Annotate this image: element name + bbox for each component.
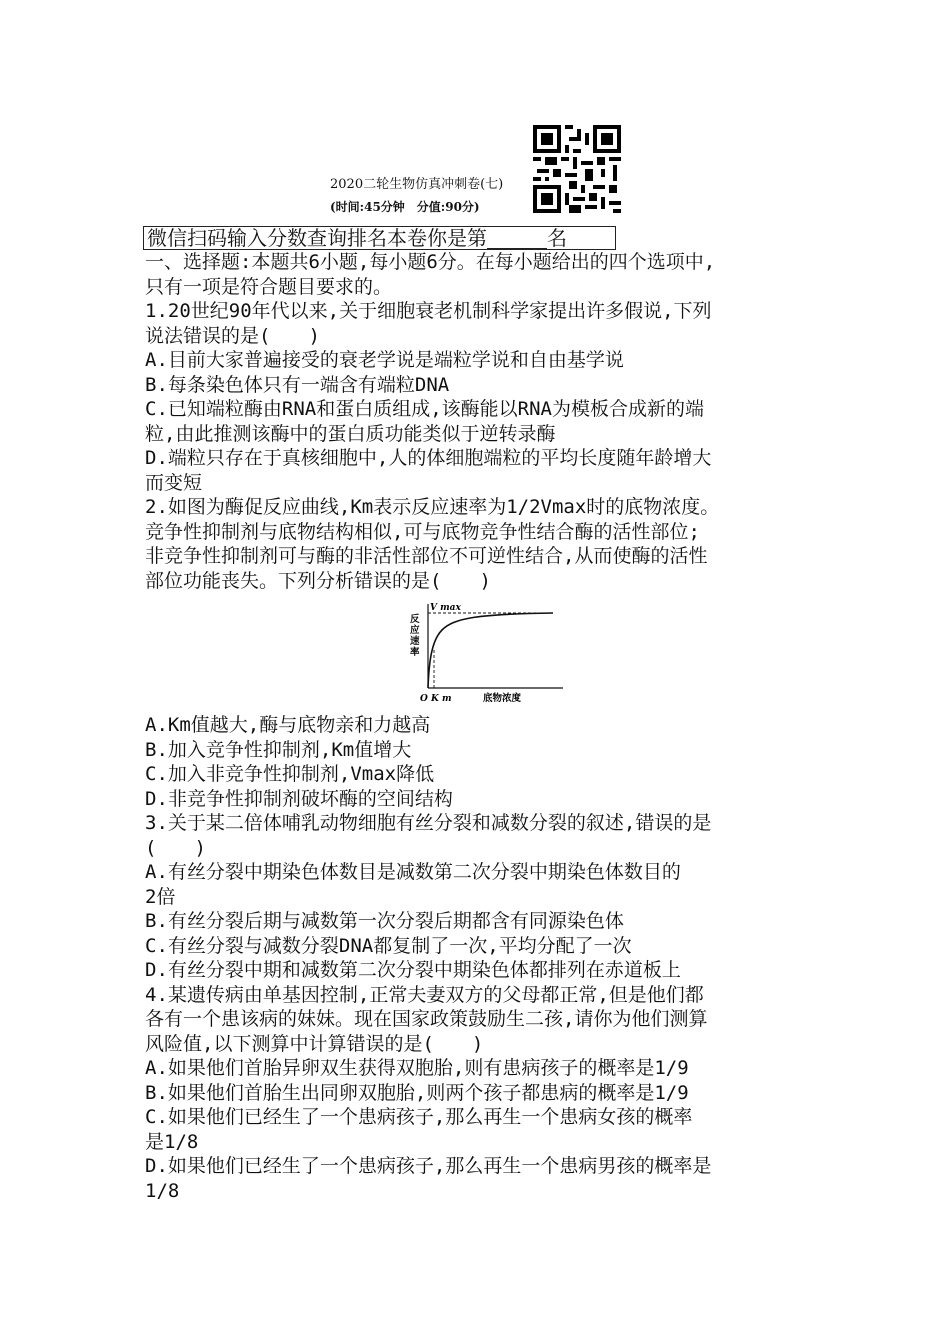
enzyme-kinetics-figure: [398, 600, 568, 708]
q4-option-a: A.如果他们首胎异卵双生获得双胞胎,则有患病孩子的概率是1/9: [145, 1057, 689, 1079]
q1-option-c: C.已知端粒酶由RNA和蛋白质组成,该酶能以RNA为模板合成新的端: [145, 398, 704, 420]
km-label: K m: [431, 694, 452, 704]
q2-stem: 2.如图为酶促反应曲线,Km表示反应速率为1/2Vmax时的底物浓度。: [145, 496, 720, 518]
q3-option-b: B.有丝分裂后期与减数第一次分裂后期都含有同源染色体: [145, 910, 624, 932]
q1-stem: 说法错误的是( ): [145, 324, 320, 347]
section-intro: 只有一项是符合题目要求的。: [145, 275, 393, 298]
rank-blank: [487, 230, 547, 249]
q4-option-b: B.如果他们首胎生出同卵双胞胎,则两个孩子都患病的概率是1/9: [145, 1081, 689, 1104]
q4-option-d: D.如果他们已经生了一个患病孩子,那么再生一个患病男孩的概率是: [145, 1155, 712, 1177]
q2-option-b: B.加入竞争性抑制剂,Km值增大: [145, 738, 412, 761]
q3-stem: 3.关于某二倍体哺乳动物细胞有丝分裂和减数分裂的叙述,错误的是: [145, 812, 712, 834]
q4-option-c: 是1/8: [145, 1130, 199, 1153]
exam-title: 2020二轮生物仿真冲刺卷(七): [330, 177, 504, 192]
q3-option-a: 2倍: [145, 885, 176, 908]
q3-option-d: D.有丝分裂中期和减数第二次分裂中期染色体都排列在赤道板上: [145, 959, 681, 981]
reaction-curve: [428, 613, 553, 688]
y-axis-label: 反应速率: [410, 614, 420, 658]
exam-time-score: (时间:45分钟 分值:90分): [330, 200, 480, 214]
q3-stem: ( ): [145, 836, 206, 859]
q4-option-c: C.如果他们已经生了一个患病孩子,那么再生一个患病女孩的概率: [145, 1106, 693, 1128]
q1-option-d: 而变短: [145, 471, 203, 494]
q3-option-c: C.有丝分裂与减数分裂DNA都复制了一次,平均分配了一次: [145, 934, 632, 957]
q2-stem: 竞争性抑制剂与底物结构相似,可与底物竞争性结合酶的活性部位;: [145, 520, 700, 543]
q4-stem: 4.某遗传病由单基因控制,正常夫妻双方的父母都正常,但是他们都: [145, 983, 704, 1006]
q4-option-d: 1/8: [145, 1179, 180, 1202]
rank-query-text: 微信扫码输入分数查询排名本卷你是第: [147, 226, 487, 250]
q1-stem: 1.20世纪90年代以来,关于细胞衰老机制科学家提出许多假说,下列: [145, 300, 712, 322]
vmax-label: V max: [430, 603, 461, 613]
q1-option-d: D.端粒只存在于真核细胞中,人的体细胞端粒的平均长度随年龄增大: [145, 447, 712, 469]
q2-option-a: A.Km值越大,酶与底物亲和力越高: [145, 714, 431, 736]
section-intro: 一、选择题:本题共6小题,每小题6分。在每小题给出的四个选项中,: [145, 251, 716, 273]
q1-option-b: B.每条染色体只有一端含有端粒DNA: [145, 373, 450, 396]
rank-suffix: 名: [547, 226, 567, 250]
q4-stem: 各有一个患该病的妹妹。现在国家政策鼓励生二孩,请你为他们测算: [145, 1008, 708, 1030]
q2-option-d: D.非竞争性抑制剂破坏酶的空间结构: [145, 787, 453, 810]
q1-option-a: A.目前大家普遍接受的衰老学说是端粒学说和自由基学说: [145, 349, 624, 371]
q3-option-a: A.有丝分裂中期染色体数目是减数第二次分裂中期染色体数目的: [145, 861, 681, 883]
q2-stem: 非竞争性抑制剂可与酶的非活性部位不可逆性结合,从而使酶的活性: [145, 545, 708, 567]
origin-label: O: [420, 694, 428, 704]
x-axis-label: 底物浓度: [483, 693, 522, 704]
rank-query-box: [143, 226, 616, 250]
q2-option-c: C.加入非竞争性抑制剂,Vmax降低: [145, 763, 435, 785]
q2-stem: 部位功能丧失。下列分析错误的是( ): [145, 569, 491, 592]
q1-option-c: 粒,由此推测该酶中的蛋白质功能类似于逆转录酶: [145, 422, 556, 445]
question-content: [145, 250, 815, 1203]
qr-code-icon: [533, 125, 621, 213]
q4-stem: 风险值,以下测算中计算错误的是( ): [145, 1032, 484, 1055]
